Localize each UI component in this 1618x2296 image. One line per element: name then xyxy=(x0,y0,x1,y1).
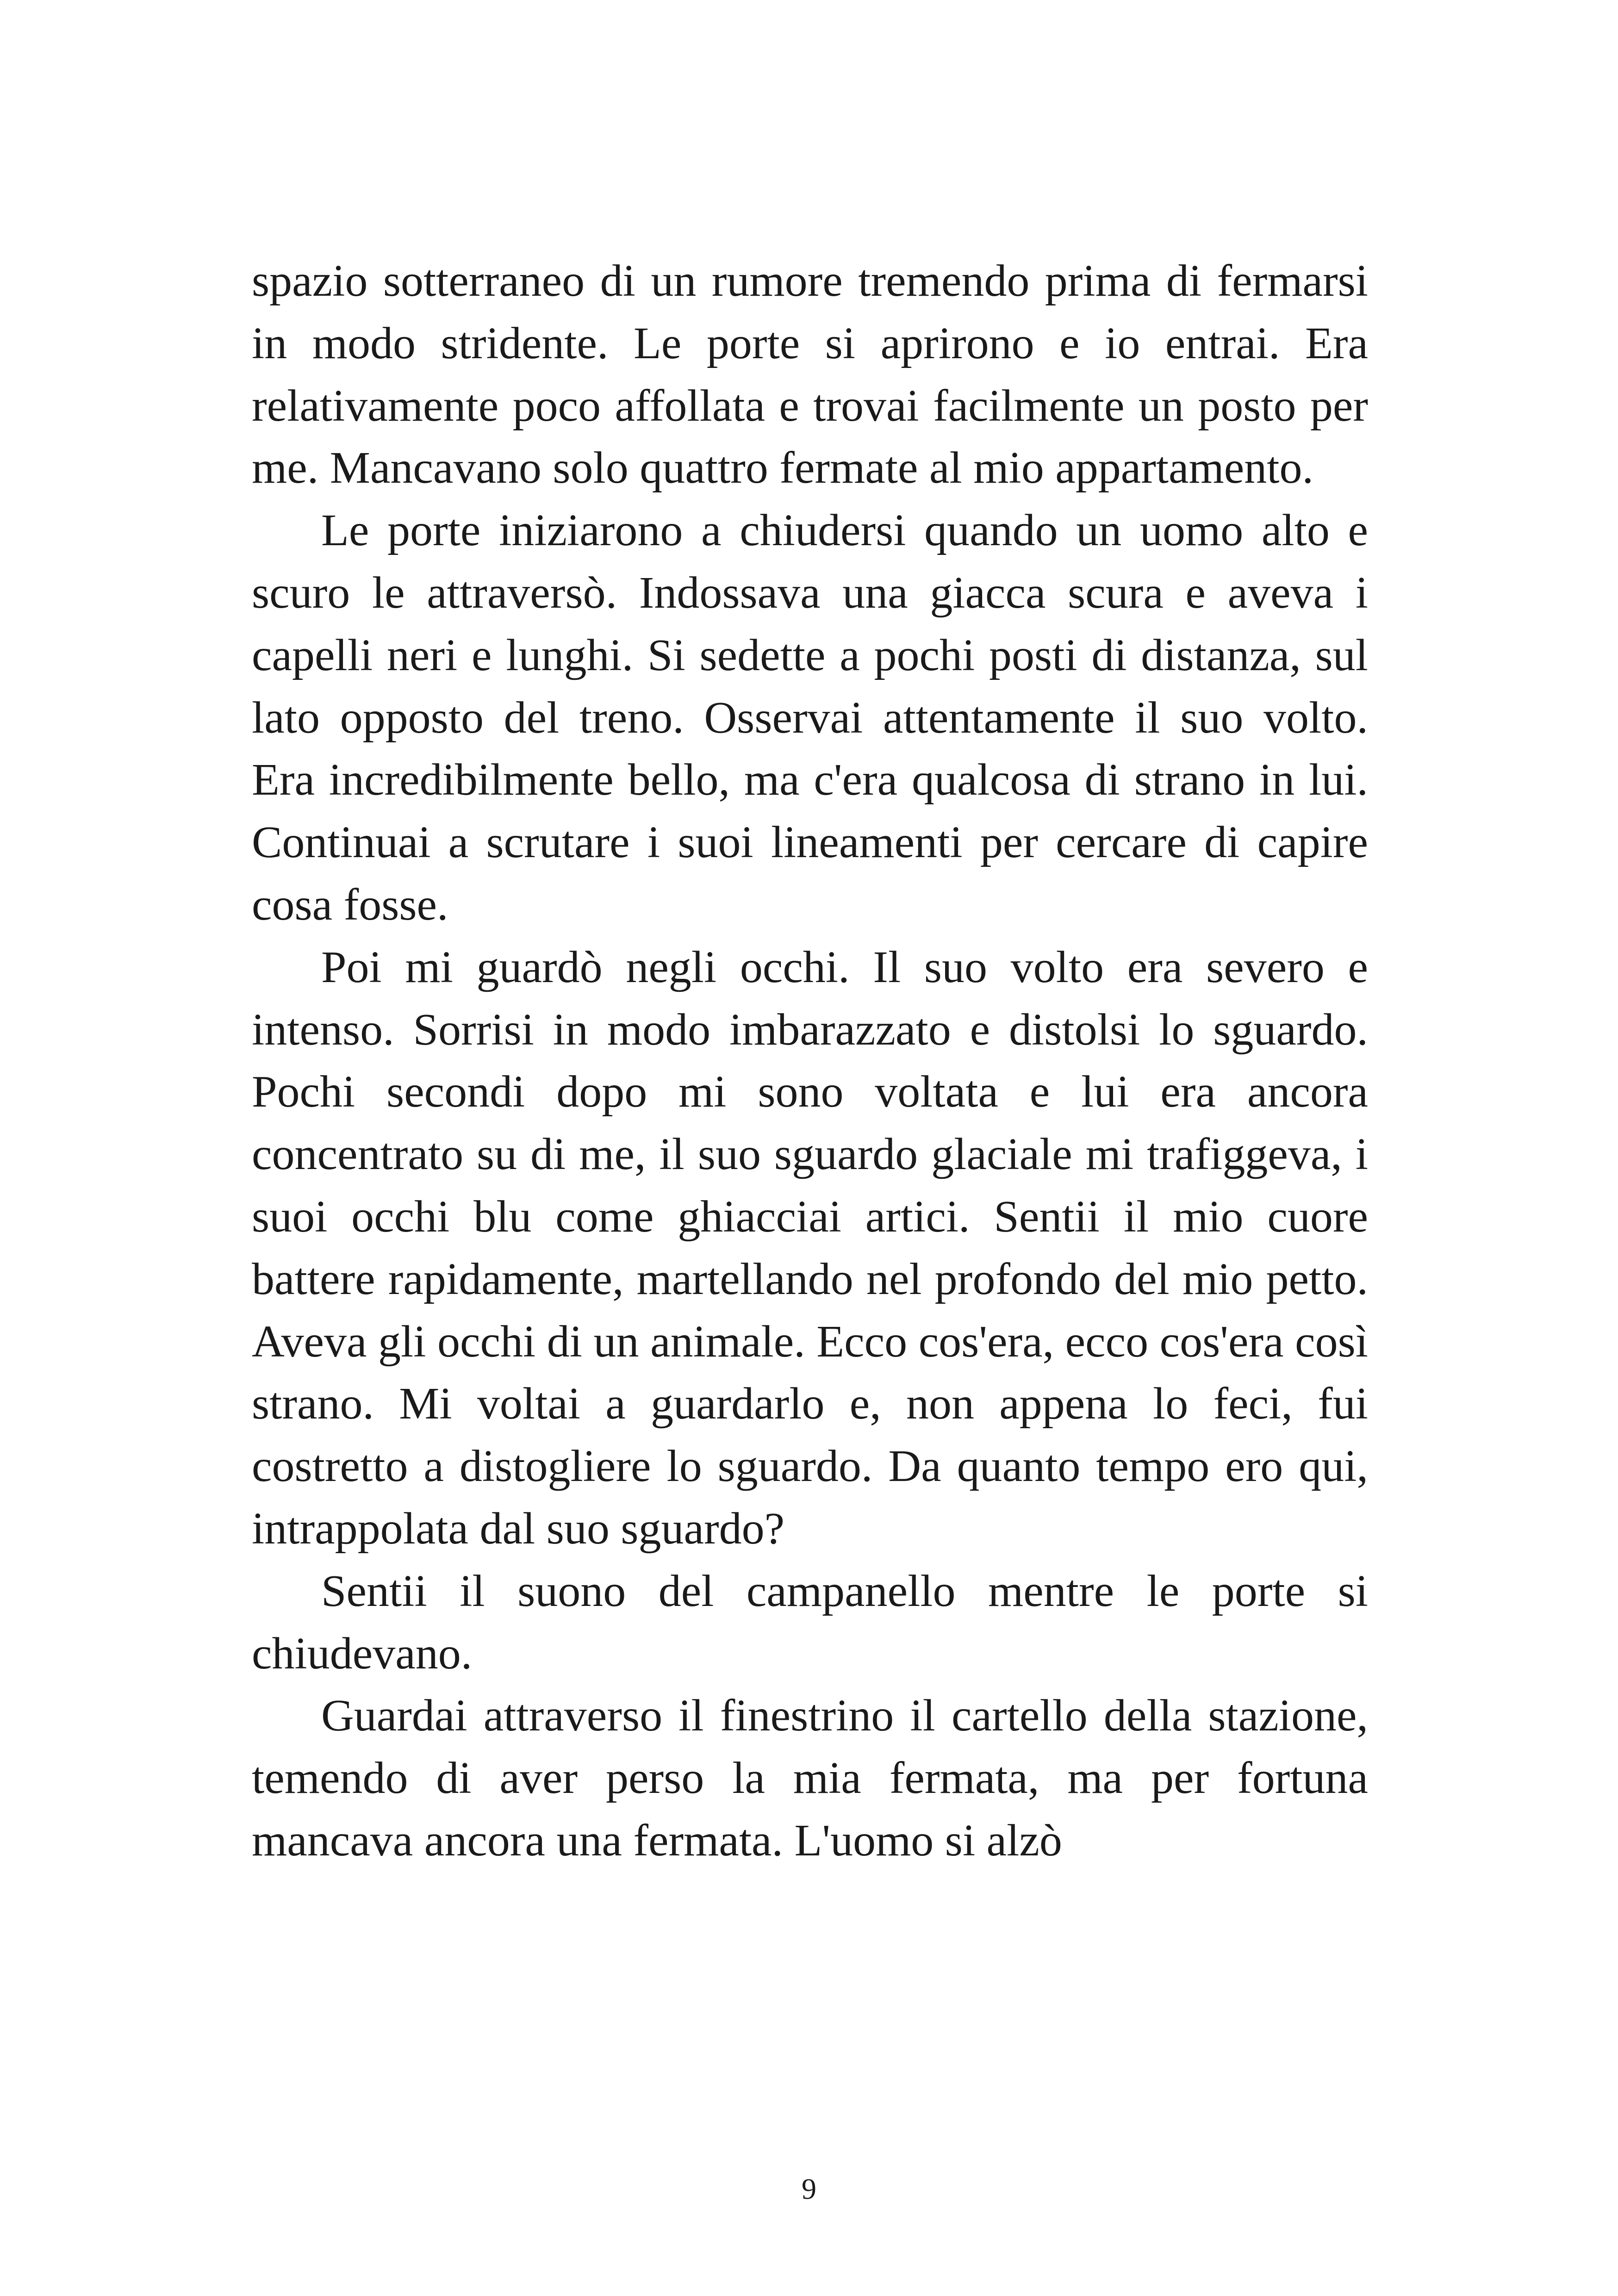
page-number: 9 xyxy=(802,2172,816,2205)
paragraph-5: Guardai attraverso il finestrino il cartello della stazione, temendo di aver perso la mia fermata, ma per fortuna mancava ancora una fermata. L'uomo si alzò xyxy=(252,1691,1368,1866)
body-text xyxy=(252,250,1368,1872)
paragraph-2: Le porte iniziarono a chiudersi quando un uomo alto e scuro le attraversò. Indossava una giacca scura e aveva i capelli neri e lunghi. Si sedette a pochi posti di distanza, sul lato opposto del treno. Osservai attentamente il suo volto. Era incredibilmente bello, ma c'era qualcosa di strano in lui. Continuai a scrutare i suoi lineamenti per cercare di capire cosa fosse. xyxy=(252,505,1368,930)
paragraph-1: spazio sotterraneo di un rumore tremendo prima di fermarsi in modo stridente. Le porte si aprirono e io entrai. Era relativamente poco affollata e trovai facilmente un posto per me. Mancavano solo quattro fermate al mio appartamento. xyxy=(252,256,1368,493)
paragraph-3: Poi mi guardò negli occhi. Il suo volto era severo e intenso. Sorrisi in modo imbarazzato e distolsi lo sguardo. Pochi secondi dopo mi sono voltata e lui era ancora concentrato su di me, il suo sguardo glaciale mi trafiggeva, i suoi occhi blu come ghiacciai artici. Sentii il mio cuore battere rapidamente, martellando nel profondo del mio petto. Aveva gli occhi di un animale. Ecco cos'era, ecco cos'era così strano. Mi voltai a guardarlo e, non appena lo feci, fui costretto a distogliere lo sguardo. Da quanto tempo ero qui, intrappolata dal suo sguardo? xyxy=(252,942,1368,1554)
paragraph-4: Sentii il suono del campanello mentre le porte si chiudevano. xyxy=(252,1566,1368,1679)
